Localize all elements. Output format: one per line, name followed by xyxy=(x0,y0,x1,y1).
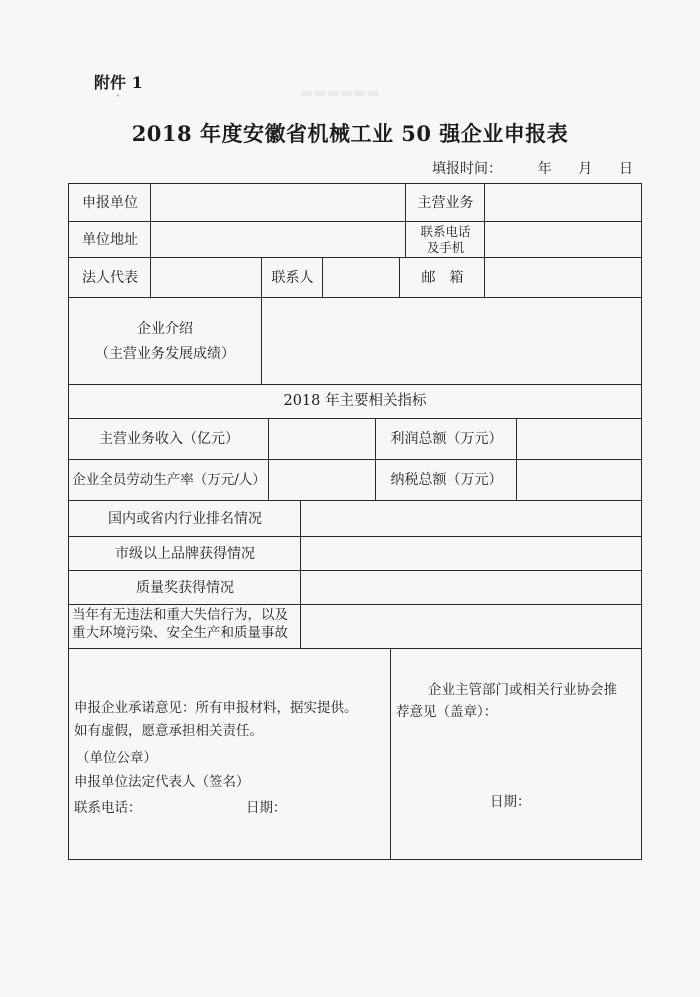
total-tax-label: 纳税总额（万元） xyxy=(390,472,503,489)
contact-phone-label xyxy=(407,223,484,257)
total-profit-field[interactable] xyxy=(518,420,640,459)
quality-label: 质量奖获得情况 xyxy=(136,579,234,596)
commitment-line2: 如有虚假，愿意承担相关责任。 xyxy=(74,723,263,739)
indicators-title: 2018 年主要相关指标 xyxy=(283,393,427,410)
brand-label: 市级以上品牌获得情况 xyxy=(115,545,255,562)
unit-seal-label: （单位公章） xyxy=(76,750,157,766)
quality-field[interactable] xyxy=(302,572,640,604)
main-business-label: 主营业务 xyxy=(417,194,474,211)
company-intro-label xyxy=(70,299,260,384)
applicant-unit-label: 申报单位 xyxy=(82,194,138,211)
main-revenue-field[interactable] xyxy=(270,420,375,459)
ranking-field[interactable] xyxy=(302,502,640,536)
legal-rep-field[interactable] xyxy=(152,259,260,297)
company-intro-line1: 企业介绍 xyxy=(137,320,193,337)
stray-mark: ` xyxy=(116,95,121,106)
main-business-field[interactable] xyxy=(486,185,640,221)
total-tax-field[interactable] xyxy=(518,461,640,500)
email-field[interactable] xyxy=(486,259,640,297)
commitment-line1: 申报企业承诺意见：所有申报材料，据实提供。 xyxy=(74,700,358,716)
violations-field[interactable] xyxy=(302,606,640,648)
productivity-field[interactable] xyxy=(270,461,375,500)
unit-address-field[interactable] xyxy=(152,223,404,257)
recommendation-line1: 企业主管部门或相关行业协会推 xyxy=(428,682,617,698)
date-right-label: 日期： xyxy=(490,794,531,810)
productivity-label: 企业全员劳动生产率（万元/人） xyxy=(72,472,266,489)
legal-rep-label: 法人代表 xyxy=(82,269,138,286)
fill-date: 填报时间： 年 月 日 xyxy=(432,161,634,177)
violations-label xyxy=(72,606,300,648)
violations-line1: 当年有无违法和重大失信行为，以及 xyxy=(72,607,288,623)
violations-line2: 重大环境污染、安全生产和质量事故 xyxy=(72,625,288,642)
ranking-label: 国内或省内行业排名情况 xyxy=(108,510,262,527)
email-label: 邮 箱 xyxy=(421,269,464,286)
unit-address-label: 单位地址 xyxy=(82,231,138,248)
form-title: 2018 年度安徽省机械工业 50 强企业申报表 xyxy=(131,121,569,146)
total-profit-label: 利润总额（万元） xyxy=(390,431,503,448)
brand-field[interactable] xyxy=(302,538,640,570)
bleed-through: ▬▬▬▬▬▬ xyxy=(300,85,380,101)
contact-phone-label-line1: 联系电话 xyxy=(420,224,471,240)
contact-phone-field[interactable] xyxy=(486,223,640,257)
company-intro-field[interactable] xyxy=(263,299,640,384)
applicant-unit-field[interactable] xyxy=(152,185,404,221)
contact-person-field[interactable] xyxy=(324,259,399,297)
date-left-label: 日期： xyxy=(246,800,287,816)
attachment-label: 附件 1 xyxy=(94,73,143,92)
contact-phone-sign-label: 联系电话： xyxy=(74,800,142,816)
contact-phone-label-line2: 及手机 xyxy=(426,240,465,255)
recommendation-line2: 荐意见（盖章）： xyxy=(396,704,498,720)
main-revenue-label: 主营业务收入（亿元） xyxy=(99,431,239,448)
legal-rep-signature-label: 申报单位法定代表人（签名） xyxy=(74,774,250,790)
company-intro-line2: （主营业务发展成绩） xyxy=(95,345,235,362)
contact-person-label: 联系人 xyxy=(271,269,314,286)
